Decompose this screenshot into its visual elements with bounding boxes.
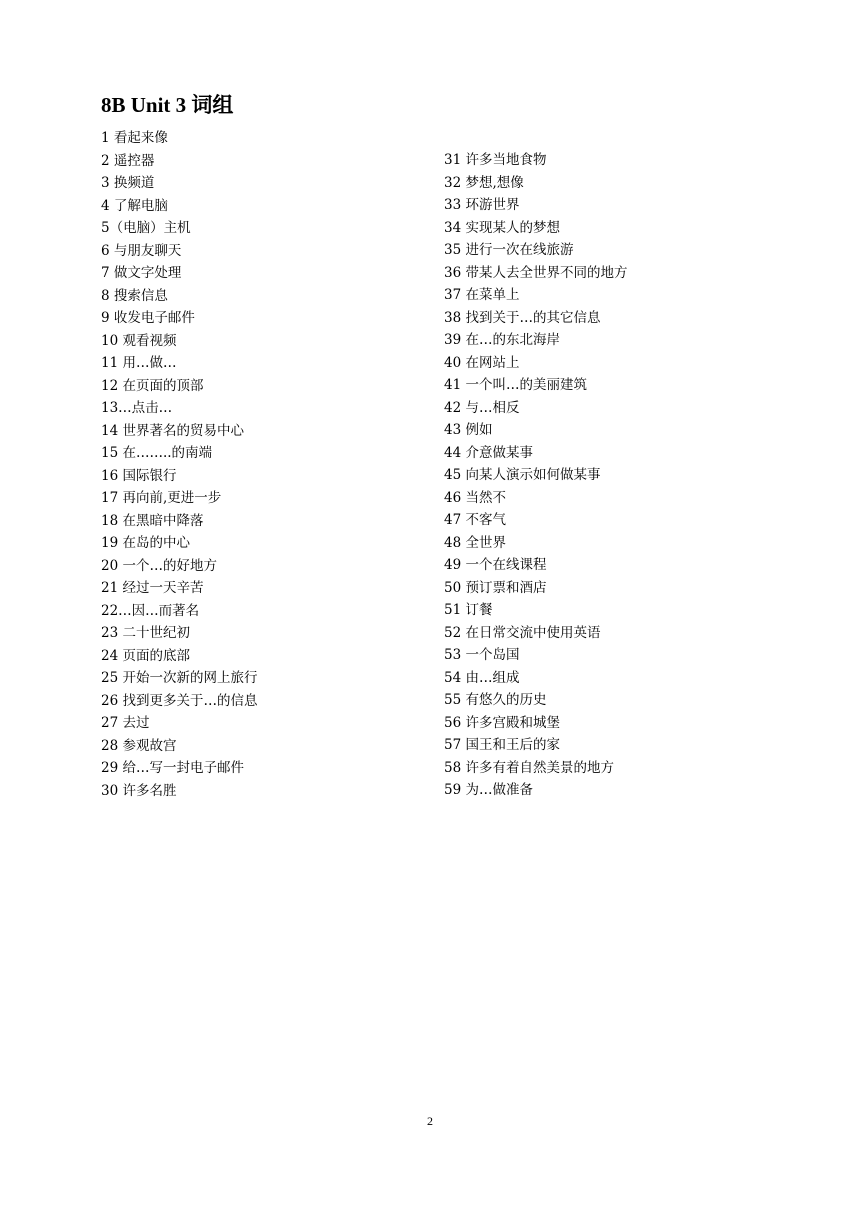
phrase-item: 10 观看视频 (101, 332, 177, 349)
phrase-item: 49 一个在线课程 (444, 557, 547, 573)
phrase-item: 30 许多名胜 (101, 782, 177, 799)
phrase-item: 59 为…做准备 (444, 782, 533, 798)
phrase-item: 44 介意做某事 (444, 444, 533, 461)
phrase-item: 24 页面的底部 (101, 647, 190, 664)
phrase-item: 39 在…的东北海岸 (444, 332, 560, 348)
phrase-item: 33 环游世界 (444, 197, 520, 213)
phrase-item: 29 给…写一封电子邮件 (101, 760, 244, 776)
phrase-item: 34 实现某人的梦想 (444, 219, 560, 236)
page-title: 8B Unit 3 词组 (101, 93, 234, 117)
phrase-item: 4 了解电脑 (101, 197, 168, 214)
phrase-item: 17 再向前,更进一步 (101, 490, 222, 506)
phrase-item: 58 许多有着自然美景的地方 (444, 759, 614, 776)
phrase-list-left (101, 127, 431, 802)
phrase-item: 3 换频道 (101, 175, 155, 191)
phrase-item: 6 与朋友聊天 (101, 242, 182, 259)
phrase-item: 51 订餐 (444, 602, 493, 618)
phrase-item: 41 一个叫…的美丽建筑 (444, 377, 587, 393)
phrase-item: 38 找到关于…的其它信息 (444, 309, 601, 326)
page-number: 2 (427, 1114, 433, 1128)
phrase-item: 57 国王和王后的家 (444, 737, 560, 753)
phrase-item: 52 在日常交流中使用英语 (444, 624, 601, 641)
phrase-item: 9 收发电子邮件 (101, 310, 195, 326)
phrase-item: 20 一个…的好地方 (101, 557, 217, 574)
phrase-item: 46 当然不 (444, 489, 506, 506)
phrase-item: 8 搜索信息 (101, 287, 168, 304)
phrase-item: 13…点击… (101, 400, 173, 416)
phrase-item: 5（电脑）主机 (101, 220, 191, 236)
phrase-item: 7 做文字处理 (101, 265, 182, 281)
phrase-list-right (444, 149, 774, 802)
phrase-item: 56 许多宫殿和城堡 (444, 714, 560, 731)
phrase-item: 28 参观故宫 (101, 737, 177, 754)
phrase-item: 15 在……..的南端 (101, 445, 213, 461)
phrase-item: 54 由…组成 (444, 669, 520, 686)
phrase-item: 47 不客气 (444, 512, 506, 528)
phrase-item: 36 带某人去全世界不同的地方 (444, 264, 628, 281)
phrase-item: 14 世界著名的贸易中心 (101, 422, 244, 439)
phrase-item: 22…因…而著名 (101, 602, 200, 619)
phrase-item: 31 许多当地食物 (444, 152, 547, 168)
phrase-item: 42 与…相反 (444, 399, 520, 416)
phrase-item: 45 向某人演示如何做某事 (444, 467, 601, 483)
phrase-item: 26 找到更多关于…的信息 (101, 692, 258, 709)
phrase-item: 40 在网站上 (444, 354, 520, 371)
phrase-item: 18 在黑暗中降落 (101, 512, 204, 529)
phrase-item: 50 预订票和酒店 (444, 579, 547, 596)
phrase-item: 53 一个岛国 (444, 647, 520, 663)
phrase-item: 2 遥控器 (101, 152, 155, 169)
phrase-item: 16 国际银行 (101, 467, 177, 484)
phrase-item: 11 用…做… (101, 355, 177, 371)
phrase-item: 23 二十世纪初 (101, 625, 190, 641)
phrase-item: 37 在菜单上 (444, 287, 520, 303)
phrase-item: 25 开始一次新的网上旅行 (101, 670, 258, 686)
phrase-item: 12 在页面的顶部 (101, 377, 204, 394)
phrase-item: 43 例如 (444, 422, 493, 438)
phrase-item: 48 全世界 (444, 534, 506, 551)
phrase-item: 27 去过 (101, 715, 150, 731)
phrase-item: 1 看起来像 (101, 130, 168, 146)
phrase-item: 32 梦想,想像 (444, 174, 524, 191)
phrase-item: 55 有悠久的历史 (444, 692, 547, 708)
phrase-item: 19 在岛的中心 (101, 535, 190, 551)
phrase-item: 35 进行一次在线旅游 (444, 242, 574, 258)
phrase-item: 21 经过一天辛苦 (101, 580, 204, 596)
